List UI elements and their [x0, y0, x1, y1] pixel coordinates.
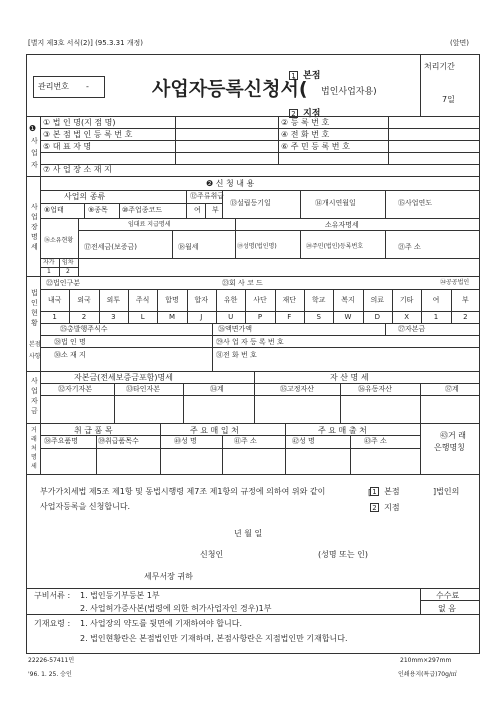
trade-side-4: 명 [31, 454, 37, 461]
main-item: ⑫주류취급 [190, 192, 225, 200]
own-capital: ㉜자기자본 [58, 385, 93, 393]
corp-code: ㉓회 사 코 드 [222, 279, 263, 287]
own-num-1: 1 [47, 268, 51, 275]
period-label: 처리기간 [424, 62, 455, 71]
cap-side-1: 사 [31, 377, 38, 385]
recipient: 세무서장 귀하 [144, 572, 193, 581]
fiscal-year: ⑮사업연도 [398, 199, 433, 207]
statement-text: 부가가치세법 제5조 제1항 및 동법시행령 제7조 제1항의 규정에 의하여 위와 같이 [40, 487, 326, 496]
stmt-opt1: 1 본점 [370, 479, 400, 498]
deposit: ⑰전세금(보증금) [84, 243, 138, 251]
paper-size: 210mm×297mm [400, 657, 452, 664]
owner-id: ⑳주민(법인)등록번호 [306, 243, 364, 250]
guide-1: 1. 사업장의 약도를 뒷면에 기재하여야 합니다. [80, 619, 242, 628]
field-location: ⑦ 사 업 장 소 재 지 [43, 165, 112, 174]
corp-item: 사단 [253, 296, 267, 304]
total-shares: ㉕총발행주식수 [60, 325, 108, 333]
corp-code-value: 1 [433, 313, 439, 321]
field-resident-no: ⑥ 주 민 등 록 번 호 [281, 142, 350, 151]
corp-code-value: F [287, 313, 292, 321]
date-line: 년 월 일 [234, 529, 263, 538]
col-sell-addr: ㊸주 소 [364, 437, 387, 445]
side-mark: (앞면) [450, 39, 469, 47]
col-sell-name: ㊷성 명 [292, 437, 315, 445]
corp-side-1: 법 [31, 289, 38, 297]
corp-item: 기타 [399, 296, 414, 304]
statement-text3: 사업자등록을 신청합니다. [40, 502, 131, 511]
trade-side-2: 래 [31, 436, 37, 443]
corp-item: 주식 [135, 296, 150, 304]
period-value: 7일 [442, 95, 455, 104]
col-buy-name: ㊵성 명 [174, 437, 197, 445]
hq-reg-no: ㉙사 업 자 등 록 번 호 [216, 338, 284, 346]
capital: ㉗자본금 [398, 325, 426, 333]
cap-side-2: 업 [31, 387, 38, 395]
corp-code-value: 2 [81, 313, 87, 321]
corp-code-value: W [344, 313, 352, 321]
field-hq-reg: ③ 본 점 법 인 등 록 번 호 [43, 130, 133, 139]
start-date: ⑬설립등기일 [230, 199, 271, 207]
business-type: 사업의 종류 [64, 192, 106, 201]
attachment-1: 1. 법인등기부등본 1부 [80, 591, 160, 600]
fee-value: 없 음 [438, 604, 456, 613]
corp-item: 학교 [311, 296, 326, 304]
sign-label: (성명 또는 인) [318, 550, 368, 559]
own-label: ⑯소유현황 [44, 237, 74, 244]
field-corp-name: ① 법 인 명(지 점 명) [43, 118, 116, 127]
option-branch-label: 지점 [303, 109, 321, 119]
buy-head: 주 요 매 입 처 [190, 426, 239, 435]
app-side-2: 업 [31, 213, 38, 221]
fixed-assets: ㉟고정자산 [280, 385, 315, 393]
stmt-opt2: 2 지점 [370, 495, 400, 514]
attachments-label: 구비서류 : [34, 591, 71, 600]
corp-code-value: X [404, 313, 410, 321]
sell-head: 주 요 매 출 처 [318, 426, 367, 435]
option-main-num: 1 [289, 71, 298, 80]
own-num-2: 2 [66, 268, 70, 275]
col-buy-addr: ㊶주 소 [234, 437, 257, 445]
corp-code-value: L [140, 313, 145, 321]
corp-item: 의료 [370, 296, 385, 304]
corp-code-value: P [257, 313, 263, 321]
option-branch-num: 2 [289, 109, 298, 118]
form-code: 22226-57411민 [28, 657, 75, 664]
corp-class: ㉒법인구분 [46, 279, 81, 287]
trade-side-1: 거 [31, 427, 37, 434]
corp-item: 합자 [194, 296, 209, 304]
approval: '96. 1. 25. 승인 [28, 671, 72, 678]
col-main-goods: ㊳주요품명 [44, 437, 79, 445]
col-business: ⑧업태 [44, 206, 64, 214]
deposit-head: 임대료 지급명세 [128, 221, 171, 228]
monthly: ⑱월세 [178, 243, 199, 251]
open-date: ⑭개시연월일 [315, 199, 356, 207]
hq-side-1: 본점 [29, 341, 41, 348]
statement-text2: ]법인의 [433, 487, 460, 496]
corp-item: 유한 [223, 296, 238, 304]
col-yes: 여 [194, 206, 201, 214]
applicant-side-1: 사 [31, 137, 38, 145]
hq-address: ㉚소 재 지 [54, 351, 86, 359]
bank-label: ㊸거 래 [440, 431, 466, 440]
applicant-num: ❶ [29, 124, 37, 133]
corp-item: 외국 [77, 296, 91, 304]
col-goods-count: ㊴취급품목수 [98, 437, 139, 445]
applicant-side-2: 업 [31, 149, 38, 157]
field-rep-name: ⑤ 대 표 자 명 [43, 142, 92, 151]
other-capital: ㉝타인자본 [126, 385, 161, 393]
current-assets: ㊱유동자산 [358, 385, 393, 393]
corp-item: 재단 [282, 296, 297, 304]
own-self: 자가 [43, 259, 55, 266]
corp-code-value: S [316, 313, 321, 321]
bank-name: 은행명칭 [434, 443, 465, 452]
guide-label: 기재요령 : [34, 619, 71, 628]
public-corp: ㉔공공법인 [440, 279, 470, 286]
corp-code-value: M [168, 313, 176, 321]
corp-item: 부 [461, 296, 469, 304]
corp-item: 내국 [47, 296, 62, 304]
corp-code-value: J [200, 313, 203, 321]
owner-addr: ㉑주 소 [398, 243, 421, 251]
assets-head: 자 산 명 세 [330, 373, 369, 382]
option-main-label: 본점 [303, 71, 321, 81]
attachment-2: 2. 사업허가증사본(법령에 의한 허가사업자인 경우)1부 [80, 604, 272, 613]
corp-code-value: D [374, 313, 381, 321]
field-reg-no: ② 등 록 번 호 [281, 118, 330, 127]
capital-head: 자본금(전세보증금포함)명세 [74, 373, 173, 382]
app-side-5: 세 [31, 243, 38, 251]
owner-head: 소유자명세 [325, 221, 359, 229]
paper-type: 인쇄용지(특급)70g/㎡ [398, 671, 457, 678]
applicant-side-3: 자 [31, 161, 38, 169]
assets-total: ㊲계 [445, 385, 459, 393]
trade-side-3: 처 [31, 445, 37, 452]
app-side-4: 명 [31, 233, 38, 241]
corp-code-value: 2 [463, 313, 468, 321]
application-heading: ❷ 신 청 내 용 [206, 179, 255, 188]
col-item: ⑨종목 [88, 206, 108, 214]
capital-total: ㉞계 [210, 385, 224, 393]
app-side-3: 장 [31, 223, 38, 231]
cap-side-4: 금 [31, 407, 38, 415]
corp-code-value: U [228, 313, 234, 321]
trade-side-5: 세 [31, 463, 37, 470]
cap-side-3: 자 [31, 397, 38, 405]
corp-item: 합명 [165, 296, 179, 304]
app-side-1: 사 [31, 203, 38, 211]
corp-code-value: 3 [111, 313, 116, 321]
hq-phone: ㉛전 화 번 호 [216, 351, 257, 359]
law-reference: [별지 제3호 서식(2)] (95.3.31 개정) [28, 39, 144, 47]
mgmt-label: 관리번호 [38, 82, 69, 91]
corp-item: 복지 [341, 296, 355, 304]
owner-name: ⑲성명(법인명) [237, 243, 277, 250]
form-subtitle: 법인사업자용) [321, 87, 377, 97]
fee-label: 수수료 [436, 591, 460, 600]
par-value: ㉖액면가액 [218, 325, 253, 333]
corp-side-3: 현 [31, 309, 38, 317]
corp-item: 여 [432, 296, 440, 304]
form-title: 사업자등록신청서( [152, 78, 308, 100]
corp-code-value: 1 [52, 313, 57, 321]
mgmt-value: - [86, 82, 89, 91]
guide-2: 2. 법인현황란은 본점법인만 기재하며, 본점사항란은 지점법인만 기재합니다. [80, 634, 348, 643]
corp-side-2: 인 [31, 299, 38, 307]
col-code: ⑩주업종코드 [122, 206, 163, 214]
goods-head: 취 급 품 목 [74, 426, 113, 435]
hq-corp-name: ㉘법 인 명 [54, 338, 86, 346]
corp-item: 외투 [106, 296, 121, 304]
hq-side-2: 사항 [29, 353, 41, 360]
corp-side-4: 황 [31, 319, 38, 327]
field-phone: ④ 전 화 번 호 [281, 130, 330, 139]
own-rent: 임차 [62, 259, 74, 266]
col-no: 부 [212, 206, 219, 214]
applicant-label: 신청인 [200, 550, 224, 559]
